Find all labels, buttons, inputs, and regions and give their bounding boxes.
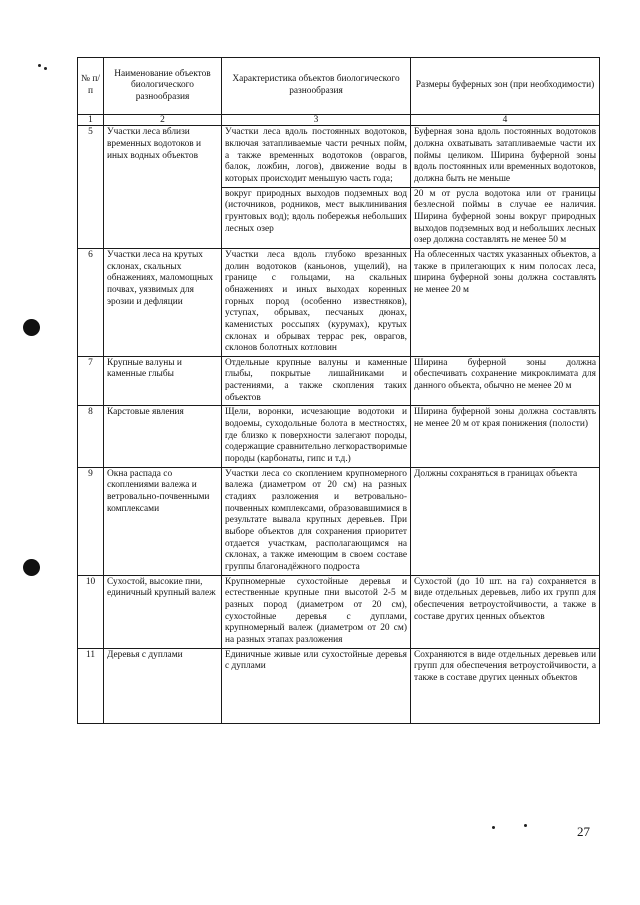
- row-num: 5: [78, 126, 104, 249]
- table-row: [78, 467, 600, 575]
- row-num: 11: [78, 648, 104, 723]
- row-object-name: Крупные валуны и каменные глыбы: [104, 356, 222, 406]
- row-buffer-size: Буферная зона вдоль постоянных водотоков должна охватывать затапливаемые части их поймы целиком. Ширина буферной зоны вдоль постоянных или временных водотоков, должна быть не меньше: [411, 126, 600, 187]
- header-buffer-size: Размеры буферных зон (при необходимости): [411, 58, 600, 115]
- punch-hole-lower: [23, 559, 40, 576]
- table-row: [78, 406, 600, 467]
- row-characteristics: Крупномерные сухостойные деревья и естественные крупные пни высотой 2-5 м разных пород (диаметром от 20 см), сухостойные деревья с дуплами, крупномерный валеж (диаметром от 20 см) на разных этапах разложения: [222, 575, 411, 648]
- row-characteristics: Отдельные крупные валуны и каменные глыбы, покрытые лишайниками и растениями, а также скопления таких объектов: [222, 356, 411, 406]
- row-characteristics: вокруг природных выходов подземных вод (источников, родников, мест выклинивания грунтовых вод); вдоль побережья небольших лесных озер: [222, 187, 411, 248]
- page-number: 27: [577, 824, 590, 839]
- row-characteristics: Участки леса вдоль постоянных водотоков, включая затапливаемые части речных пойм, а также временных водотоков (оврагов, балок, ложбин, логов), движение воды в которых происходит меньшую часть года;: [222, 126, 411, 187]
- row-buffer-size: Должны сохраняться в границах объекта: [411, 467, 600, 575]
- scan-speck: [44, 67, 47, 70]
- row-characteristics: Участки леса со скоплением крупномерного валежа (диаметром от 20 см) на разных стадиях разложения и ветровально-почвенных комплексами, образовавшимися в результате вывала крупных деревьев. При выборе объектов для сохранения приоритет отдается участкам, располагающимся на склонах, а также имеющим в своем составе группы благонадёжного подроста: [222, 467, 411, 575]
- row-characteristics: Щели, воронки, исчезающие водотоки и водоемы, суходольные болота в местностях, где близко к поверхности залегают породы, содержащие сравнительно легкорастворимые породы (карбонаты, гипс и т.д.): [222, 406, 411, 467]
- row-object-name: Сухостой, высокие пни, единичный крупный валеж: [104, 575, 222, 648]
- column-number: 2: [104, 115, 222, 126]
- scan-speck: [524, 824, 527, 827]
- row-object-name: Окна распада со скоплениями валежа и ветровально-почвенными комплексами: [104, 467, 222, 575]
- scan-speck: [38, 64, 41, 67]
- row-object-name: Карстовые явления: [104, 406, 222, 467]
- row-num: 9: [78, 467, 104, 575]
- column-number: 4: [411, 115, 600, 126]
- row-buffer-size: Ширина буферной зоны должна составлять не менее 20 м от края понижения (полости): [411, 406, 600, 467]
- table-row: [78, 575, 600, 648]
- column-number: 3: [222, 115, 411, 126]
- row-buffer-size: Сухостой (до 10 шт. на га) сохраняется в виде отдельных деревьев, либо их групп для обеспечения ветроустойчивости, а также в составе других ценных объектов: [411, 575, 600, 648]
- row-buffer-size: 20 м от русла водотока или от границы безлесной поймы в случае ее наличия. Ширина буферной зоны вокруг природных выходов подземных вод и небольших лесных озер должна составлять не менее 50 м: [411, 187, 600, 248]
- header-characteristics: Характеристика объектов биологического разнообразия: [222, 58, 411, 115]
- row-characteristics: Участки леса вдоль глубоко врезанных долин водотоков (каньонов, ущелий), на границе с гольцами, на скальных обнажениях и иных выходах коренных горных пород (особенно известняков), уступах, обрывах, песчаных дюнах, каменистых россыпях (курумах), крутых склонах и обрывах террас рек, оврагов, склонов болотных котловин: [222, 248, 411, 356]
- header-row: [78, 58, 600, 115]
- row-object-name: Деревья с дуплами: [104, 648, 222, 723]
- header-num: № п/п: [78, 58, 104, 115]
- scan-speck: [492, 826, 495, 829]
- column-number: 1: [78, 115, 104, 126]
- row-num: 7: [78, 356, 104, 406]
- row-num: 8: [78, 406, 104, 467]
- table-row: [78, 356, 600, 406]
- row-num: 10: [78, 575, 104, 648]
- table-row: [78, 126, 600, 187]
- row-buffer-size: Ширина буферной зоны должна обеспечивать сохранение микроклимата для данного объекта, обычно не менее 20 м: [411, 356, 600, 406]
- row-object-name: Участки леса вблизи временных водотоков и иных водных объектов: [104, 126, 222, 249]
- row-buffer-size: Сохраняются в виде отдельных деревьев или групп для обеспечения ветроустойчивости, а также в составе других ценных объектов: [411, 648, 600, 723]
- header-object-name: Наименование объектов биологического разнообразия: [104, 58, 222, 115]
- row-object-name: Участки леса на крутых склонах, скальных обнажениях, маломощных почвах, уязвимых для эрозии и дефляции: [104, 248, 222, 356]
- buffer-zones-table: [77, 57, 600, 724]
- table-row: [78, 248, 600, 356]
- column-number-row: [78, 115, 600, 126]
- punch-hole-upper: [23, 319, 40, 336]
- row-num: 6: [78, 248, 104, 356]
- table-row: [78, 648, 600, 723]
- row-characteristics: Единичные живые или сухостойные деревья с дуплами: [222, 648, 411, 723]
- row-buffer-size: На облесенных частях указанных объектов, а также в прилегающих к ним полосах леса, ширина буферной зоны должна составлять не менее 20 м: [411, 248, 600, 356]
